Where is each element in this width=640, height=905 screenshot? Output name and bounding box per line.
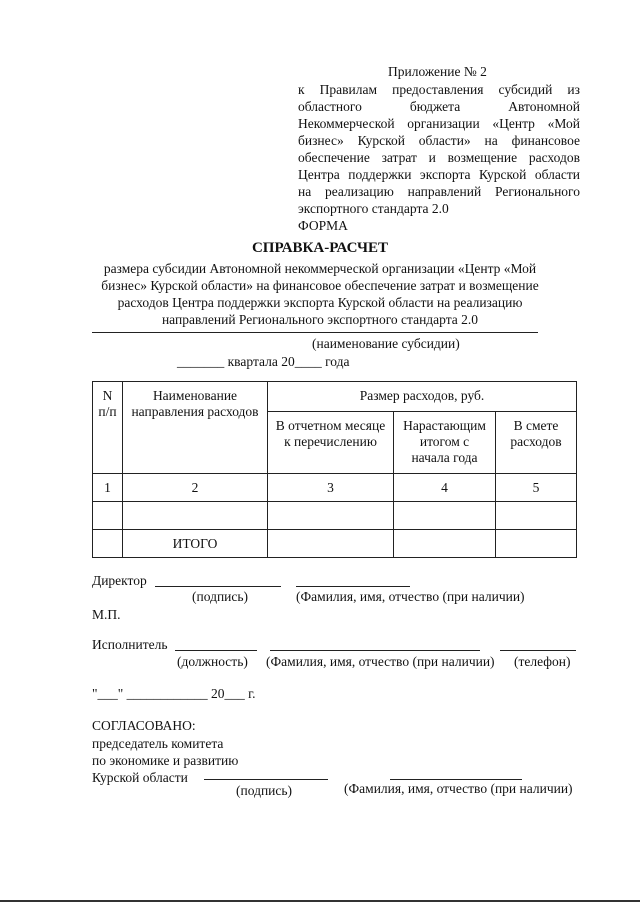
appendix-line: обеспечение затрат и возмещение расходов [298, 150, 580, 165]
executor-phone-line[interactable] [500, 650, 576, 651]
appendix-line: к Правилам предоставления субсидий из [298, 82, 580, 97]
fio-caption: (Фамилия, имя, отчество (при наличии) [266, 654, 495, 669]
table-cell[interactable] [93, 530, 123, 558]
table-cell[interactable] [496, 502, 577, 530]
stamp-label: М.П. [92, 607, 121, 622]
agreed-line: Курской области [92, 770, 188, 785]
agreed-label: СОГЛАСОВАНО: [92, 718, 196, 733]
fio-caption: (Фамилия, имя, отчество (при наличии) [344, 781, 573, 796]
table-cell[interactable] [394, 502, 496, 530]
appendix-line: экспортного стандарта 2.0 [298, 201, 449, 216]
header-no: N п/п [93, 382, 123, 474]
executor-fio-line[interactable] [270, 650, 480, 651]
fio-caption: (Фамилия, имя, отчество (при наличии) [296, 589, 525, 604]
header-reporting-month: В отчетном месяце к перечислению [268, 412, 394, 474]
table-row [93, 502, 577, 530]
executor-label: Исполнитель [92, 637, 168, 652]
appendix-line: бизнес» Курской области» на финансовое [298, 133, 580, 148]
subsidy-caption: (наименование субсидии) [312, 336, 460, 351]
appendix-line: Некоммерческой организации «Центр «Мой [298, 116, 580, 131]
col-number: 2 [123, 474, 268, 502]
page-edge [0, 900, 640, 902]
director-signature-line[interactable] [155, 586, 281, 587]
header-estimate: В смете расходов [496, 412, 577, 474]
appendix-line: областного бюджета Автономной [298, 99, 580, 114]
agreed-fio-line[interactable] [390, 779, 522, 780]
date-line: "___" ____________ 20___ г. [92, 686, 256, 701]
calculation-table [92, 381, 577, 558]
subtitle-line: расходов Центра поддержки экспорта Курской области на реализацию [117, 295, 523, 310]
signature-caption: (подпись) [192, 589, 249, 604]
director-label: Директор [92, 573, 147, 588]
table-cell[interactable] [268, 502, 394, 530]
col-number: 5 [496, 474, 577, 502]
subtitle-line: направлений Регионального экспортного стандарта 2.0 [161, 312, 479, 327]
table-cell[interactable] [394, 530, 496, 558]
quarter-line: _______ квартала 20____ года [177, 354, 350, 369]
total-row [93, 530, 577, 558]
document-title: СПРАВКА-РАСЧЕТ [251, 240, 389, 256]
agreed-line: председатель комитета [92, 736, 224, 751]
director-fio-line[interactable] [296, 586, 410, 587]
table-cell[interactable] [268, 530, 394, 558]
header-expense-size: Размер расходов, руб. [268, 382, 577, 412]
position-caption: (должность) [177, 654, 248, 669]
header-direction: Наименование направления расходов [123, 382, 268, 474]
table-cell[interactable] [123, 502, 268, 530]
subtitle-line: бизнес» Курской области» на финансовое обеспечение затрат и возмещение [101, 278, 539, 293]
form-label: ФОРМА [298, 218, 348, 233]
col-number: 3 [268, 474, 394, 502]
table-cell[interactable] [93, 502, 123, 530]
agreed-line: по экономике и развитию [92, 753, 239, 768]
executor-position-line[interactable] [175, 650, 257, 651]
signature-caption: (подпись) [236, 783, 293, 798]
agreed-signature-line[interactable] [204, 779, 328, 780]
subsidy-name-line [92, 332, 538, 333]
subtitle-line: размера субсидии Автономной некоммерческой организации «Центр «Мой [103, 261, 537, 276]
phone-caption: (телефон) [514, 654, 571, 669]
appendix-title: Приложение № 2 [388, 64, 487, 79]
appendix-line: на реализацию направлений Регионального [298, 184, 580, 199]
total-label: ИТОГО [123, 530, 268, 558]
col-number: 4 [394, 474, 496, 502]
table-cell[interactable] [496, 530, 577, 558]
header-cumulative: Нарастающим итогом с начала года [394, 412, 496, 474]
appendix-line: Центра поддержки экспорта Курской области [298, 167, 580, 182]
col-number: 1 [93, 474, 123, 502]
